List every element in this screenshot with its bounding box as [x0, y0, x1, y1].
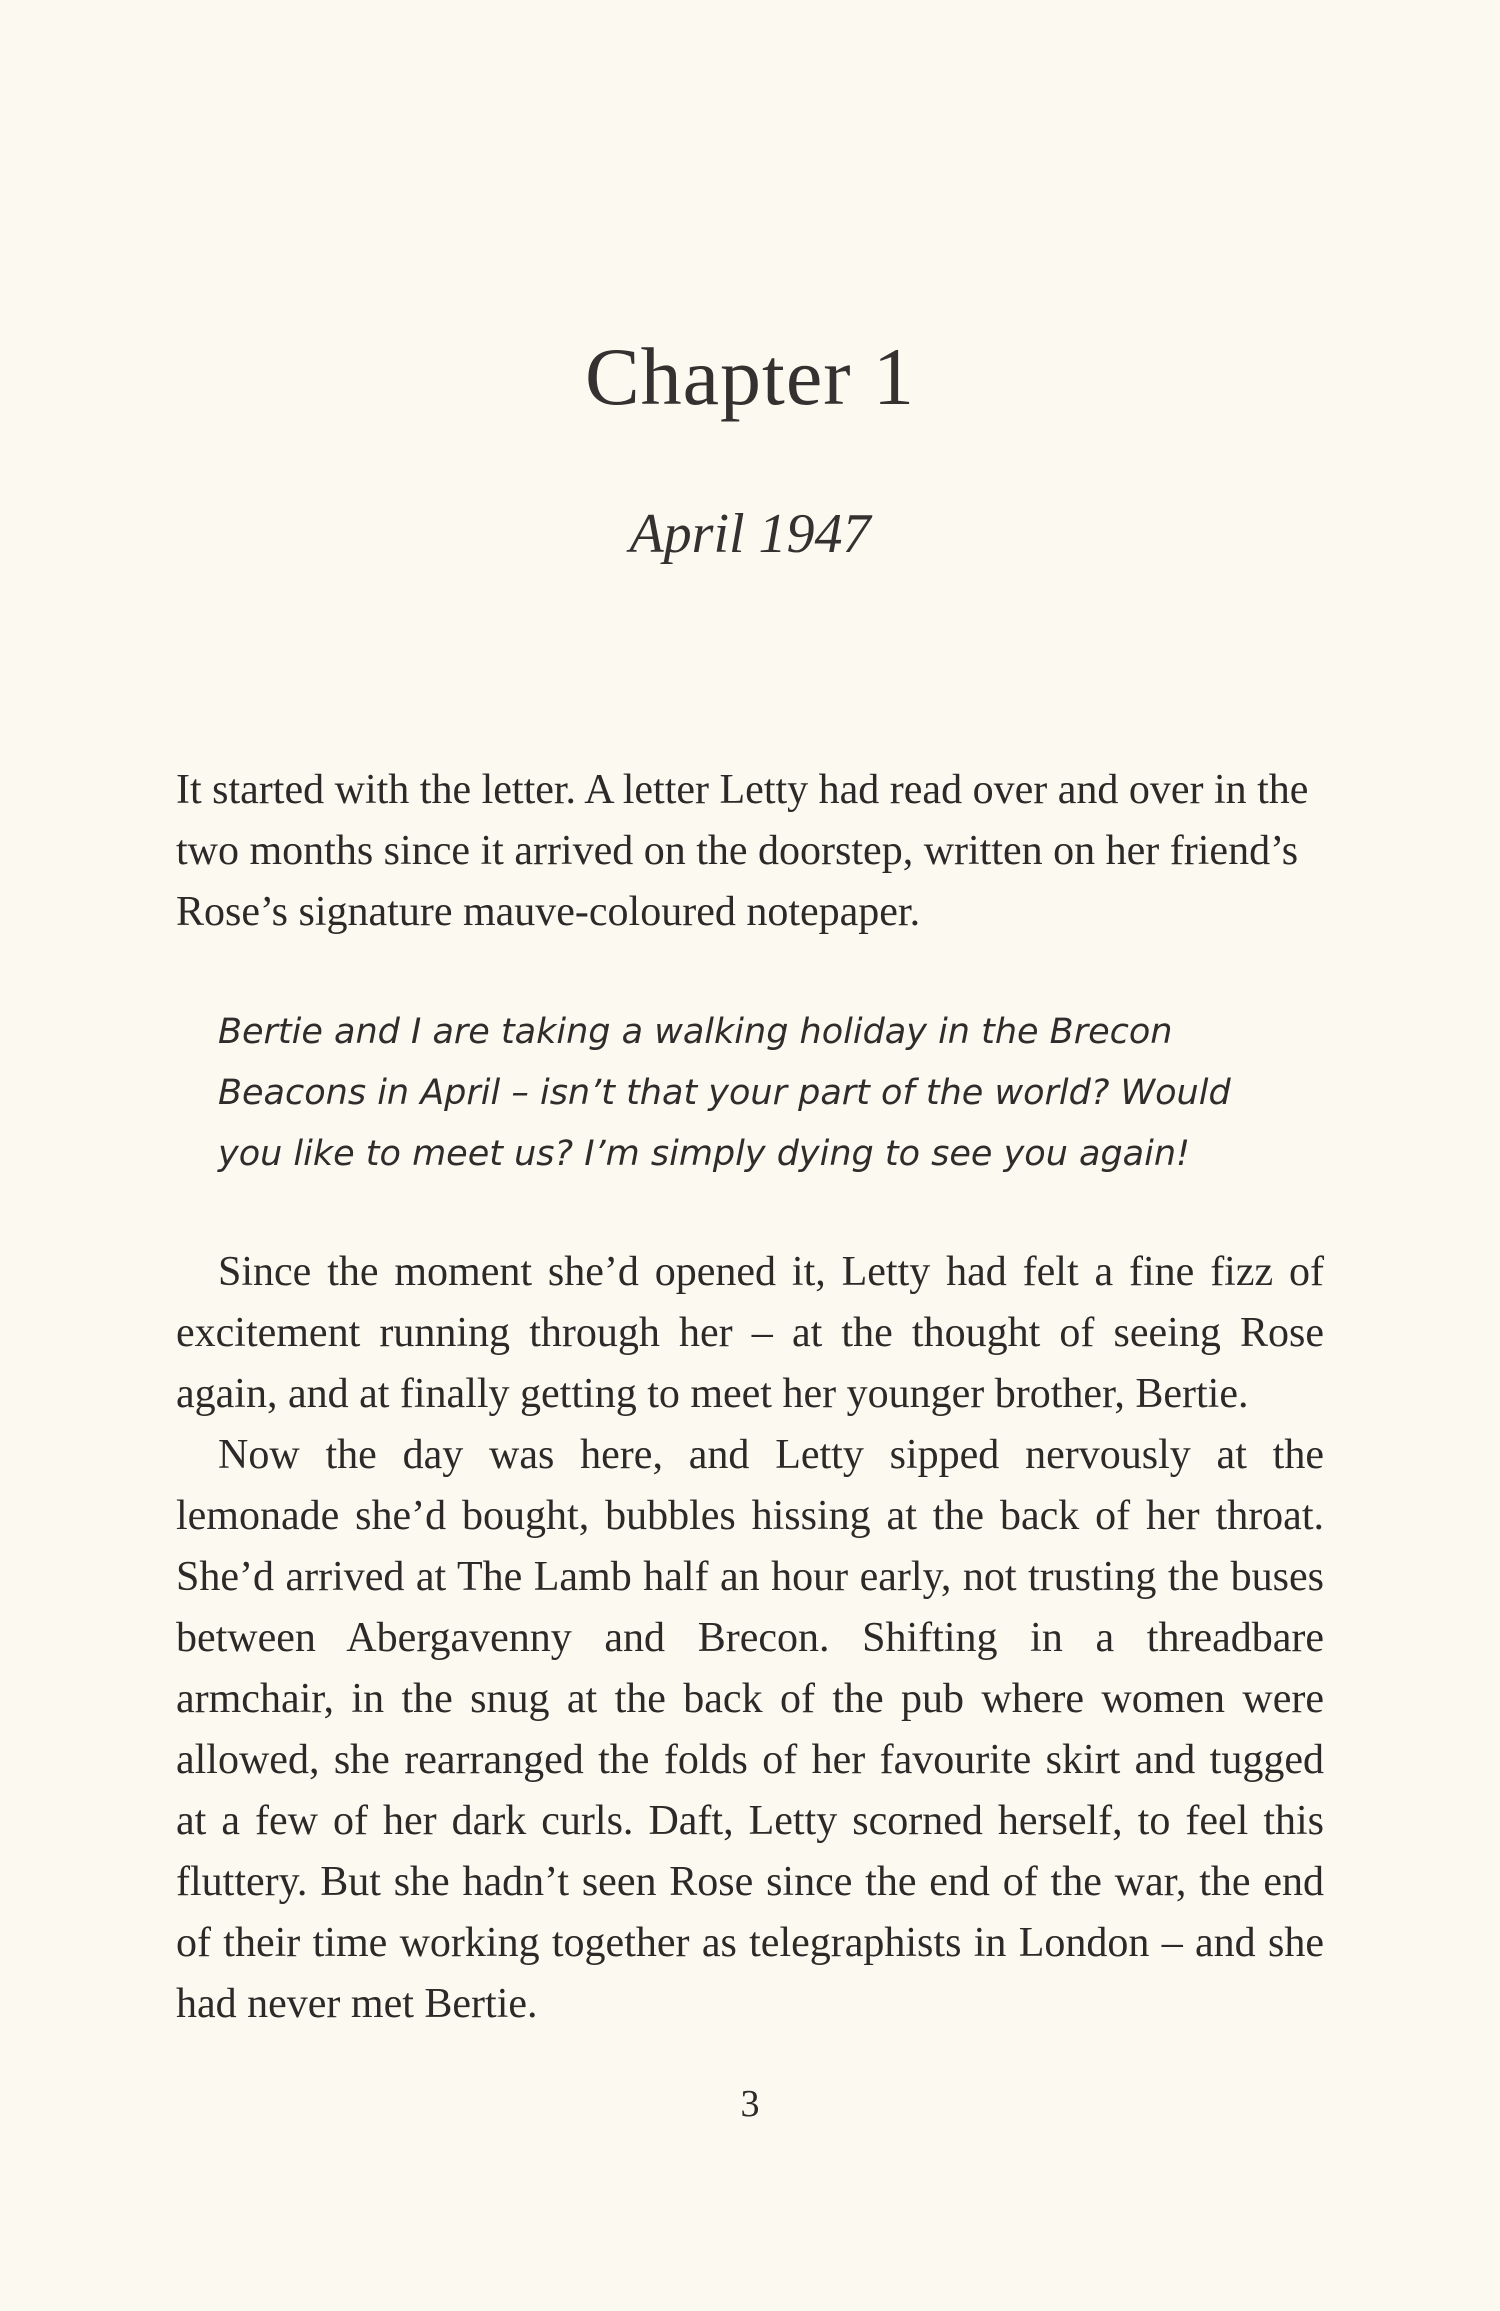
paragraph-opening: It started with the letter. A letter Letty had read over and over in the two months since it arrived on the doorstep, written on her friend’s Rose’s signature mauve-coloured notepaper.	[176, 767, 1309, 935]
paragraph-arrival: Now the day was here, and Letty sipped nervously at the lemonade she’d bought, bubbles hissing at the back of her throat. She’d arrived at The Lamb half an hour early, not trusting the buses between Abergavenny and Brecon. Shifting in a threadbare armchair, in the snug at the back of the pub where women were allowed, she rearranged the folds of her favourite skirt and tugged at a few of her dark curls. Daft, Letty scorned herself, to feel this fluttery. But she hadn’t seen Rose since the end of the war, the end of their time working together as telegraphists in London – and she had never met Bertie.	[176, 1432, 1324, 2027]
page-number: 3	[740, 2083, 760, 2125]
paragraph-excitement: Since the moment she’d opened it, Letty had felt a fine fizz of excitement running through her – at the thought of seeing Rose again, and at finally getting to meet her younger brother, Bertie.	[176, 1249, 1324, 1417]
letter-quote: Bertie and I are taking a walking holiday in the Brecon Beacons in April – isn’t that your part of the world? Would you like to meet us? I’m simply dying to see you again!	[218, 1012, 1231, 1174]
chapter-title: Chapter 1	[584, 331, 916, 422]
chapter-date: April 1947	[629, 503, 871, 565]
